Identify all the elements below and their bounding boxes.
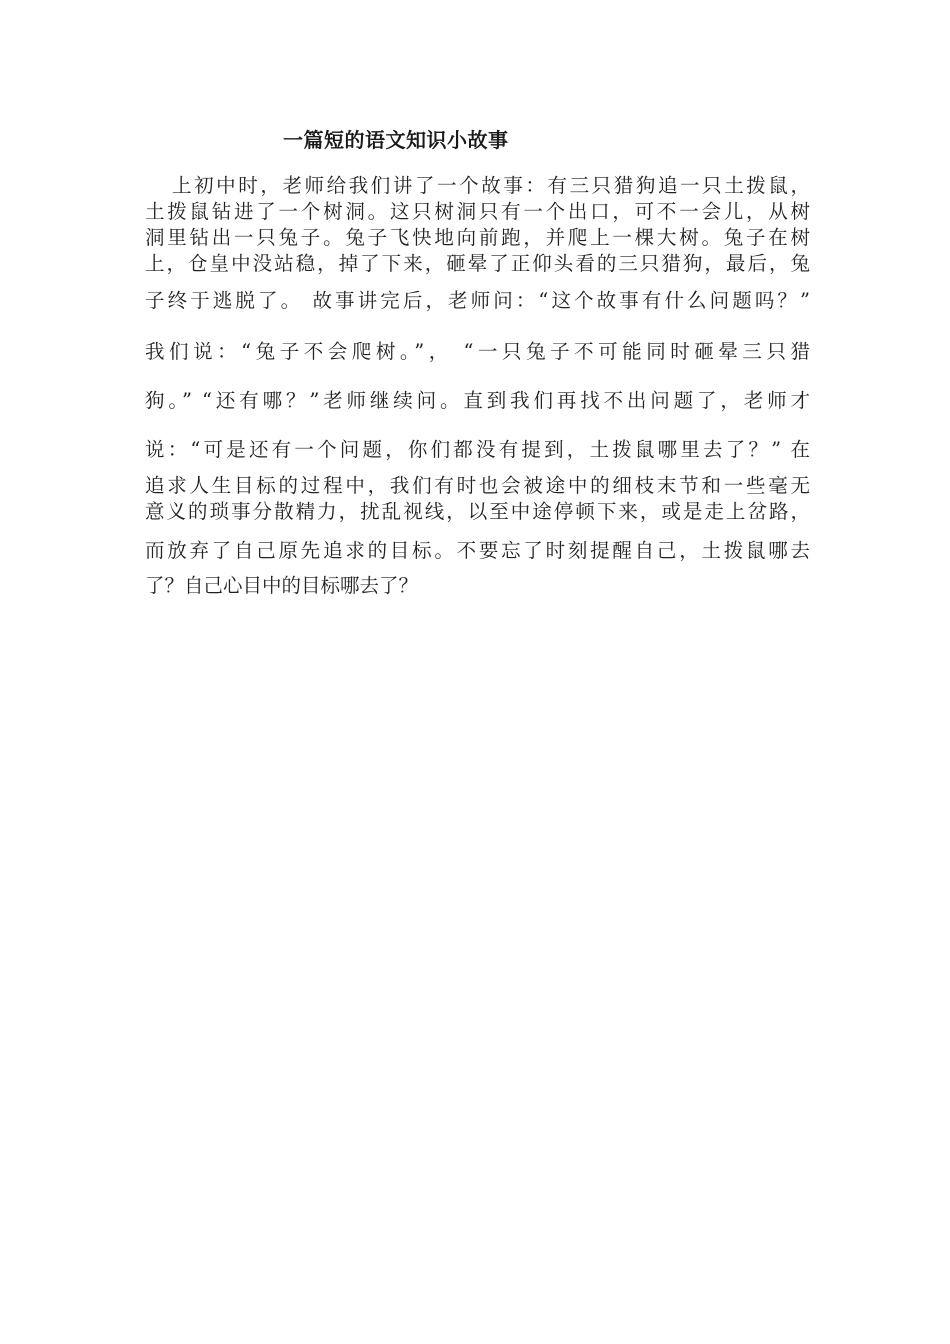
- paragraph-line: 上初中时，老师给我们讲了一个故事：有三只猎狗追一只土拨鼠，: [172, 174, 810, 197]
- paragraph-line: 洞里钻出一只兔子。兔子飞快地向前跑，并爬上一棵大树。兔子在树: [145, 226, 810, 249]
- paragraph-line: 土拨鼠钻进了一个树洞。这只树洞只有一个出口，可不一会儿，从树: [145, 200, 810, 223]
- paragraph-line: 狗。” “还有哪？”老师继续问。直到我们再找不出问题了，老师才: [145, 389, 810, 412]
- paragraph-line: 而放弃了自己原先追求的目标。不要忘了时刻提醒自己，土拨鼠哪去: [145, 539, 810, 562]
- paragraph-line: 上，仓皇中没站稳，掉了下来，砸晕了正仰头看的三只猎狗，最后，兔: [145, 252, 810, 275]
- paragraph-line: 意义的琐事分散精力，扰乱视线，以至中途停顿下来，或是走上岔路，: [145, 500, 810, 523]
- paragraph-line: 我们说：“兔子不会爬树。”， “一只兔子不可能同时砸晕三只猎: [145, 340, 810, 363]
- paragraph-line: 追求人生目标的过程中，我们有时也会被途中的细枝末节和一些毫无: [145, 474, 810, 497]
- paragraph-line: 说：“可是还有一个问题，你们都没有提到，土拨鼠哪里去了？” 在: [145, 438, 810, 461]
- paragraph-line: 了？自己心目中的目标哪去了？: [145, 574, 419, 597]
- paragraph-line: 子终于逃脱了。 故事讲完后，老师问：“这个故事有什么问题吗？”: [145, 289, 810, 312]
- document-title: 一篇短的语文知识小故事: [283, 128, 509, 152]
